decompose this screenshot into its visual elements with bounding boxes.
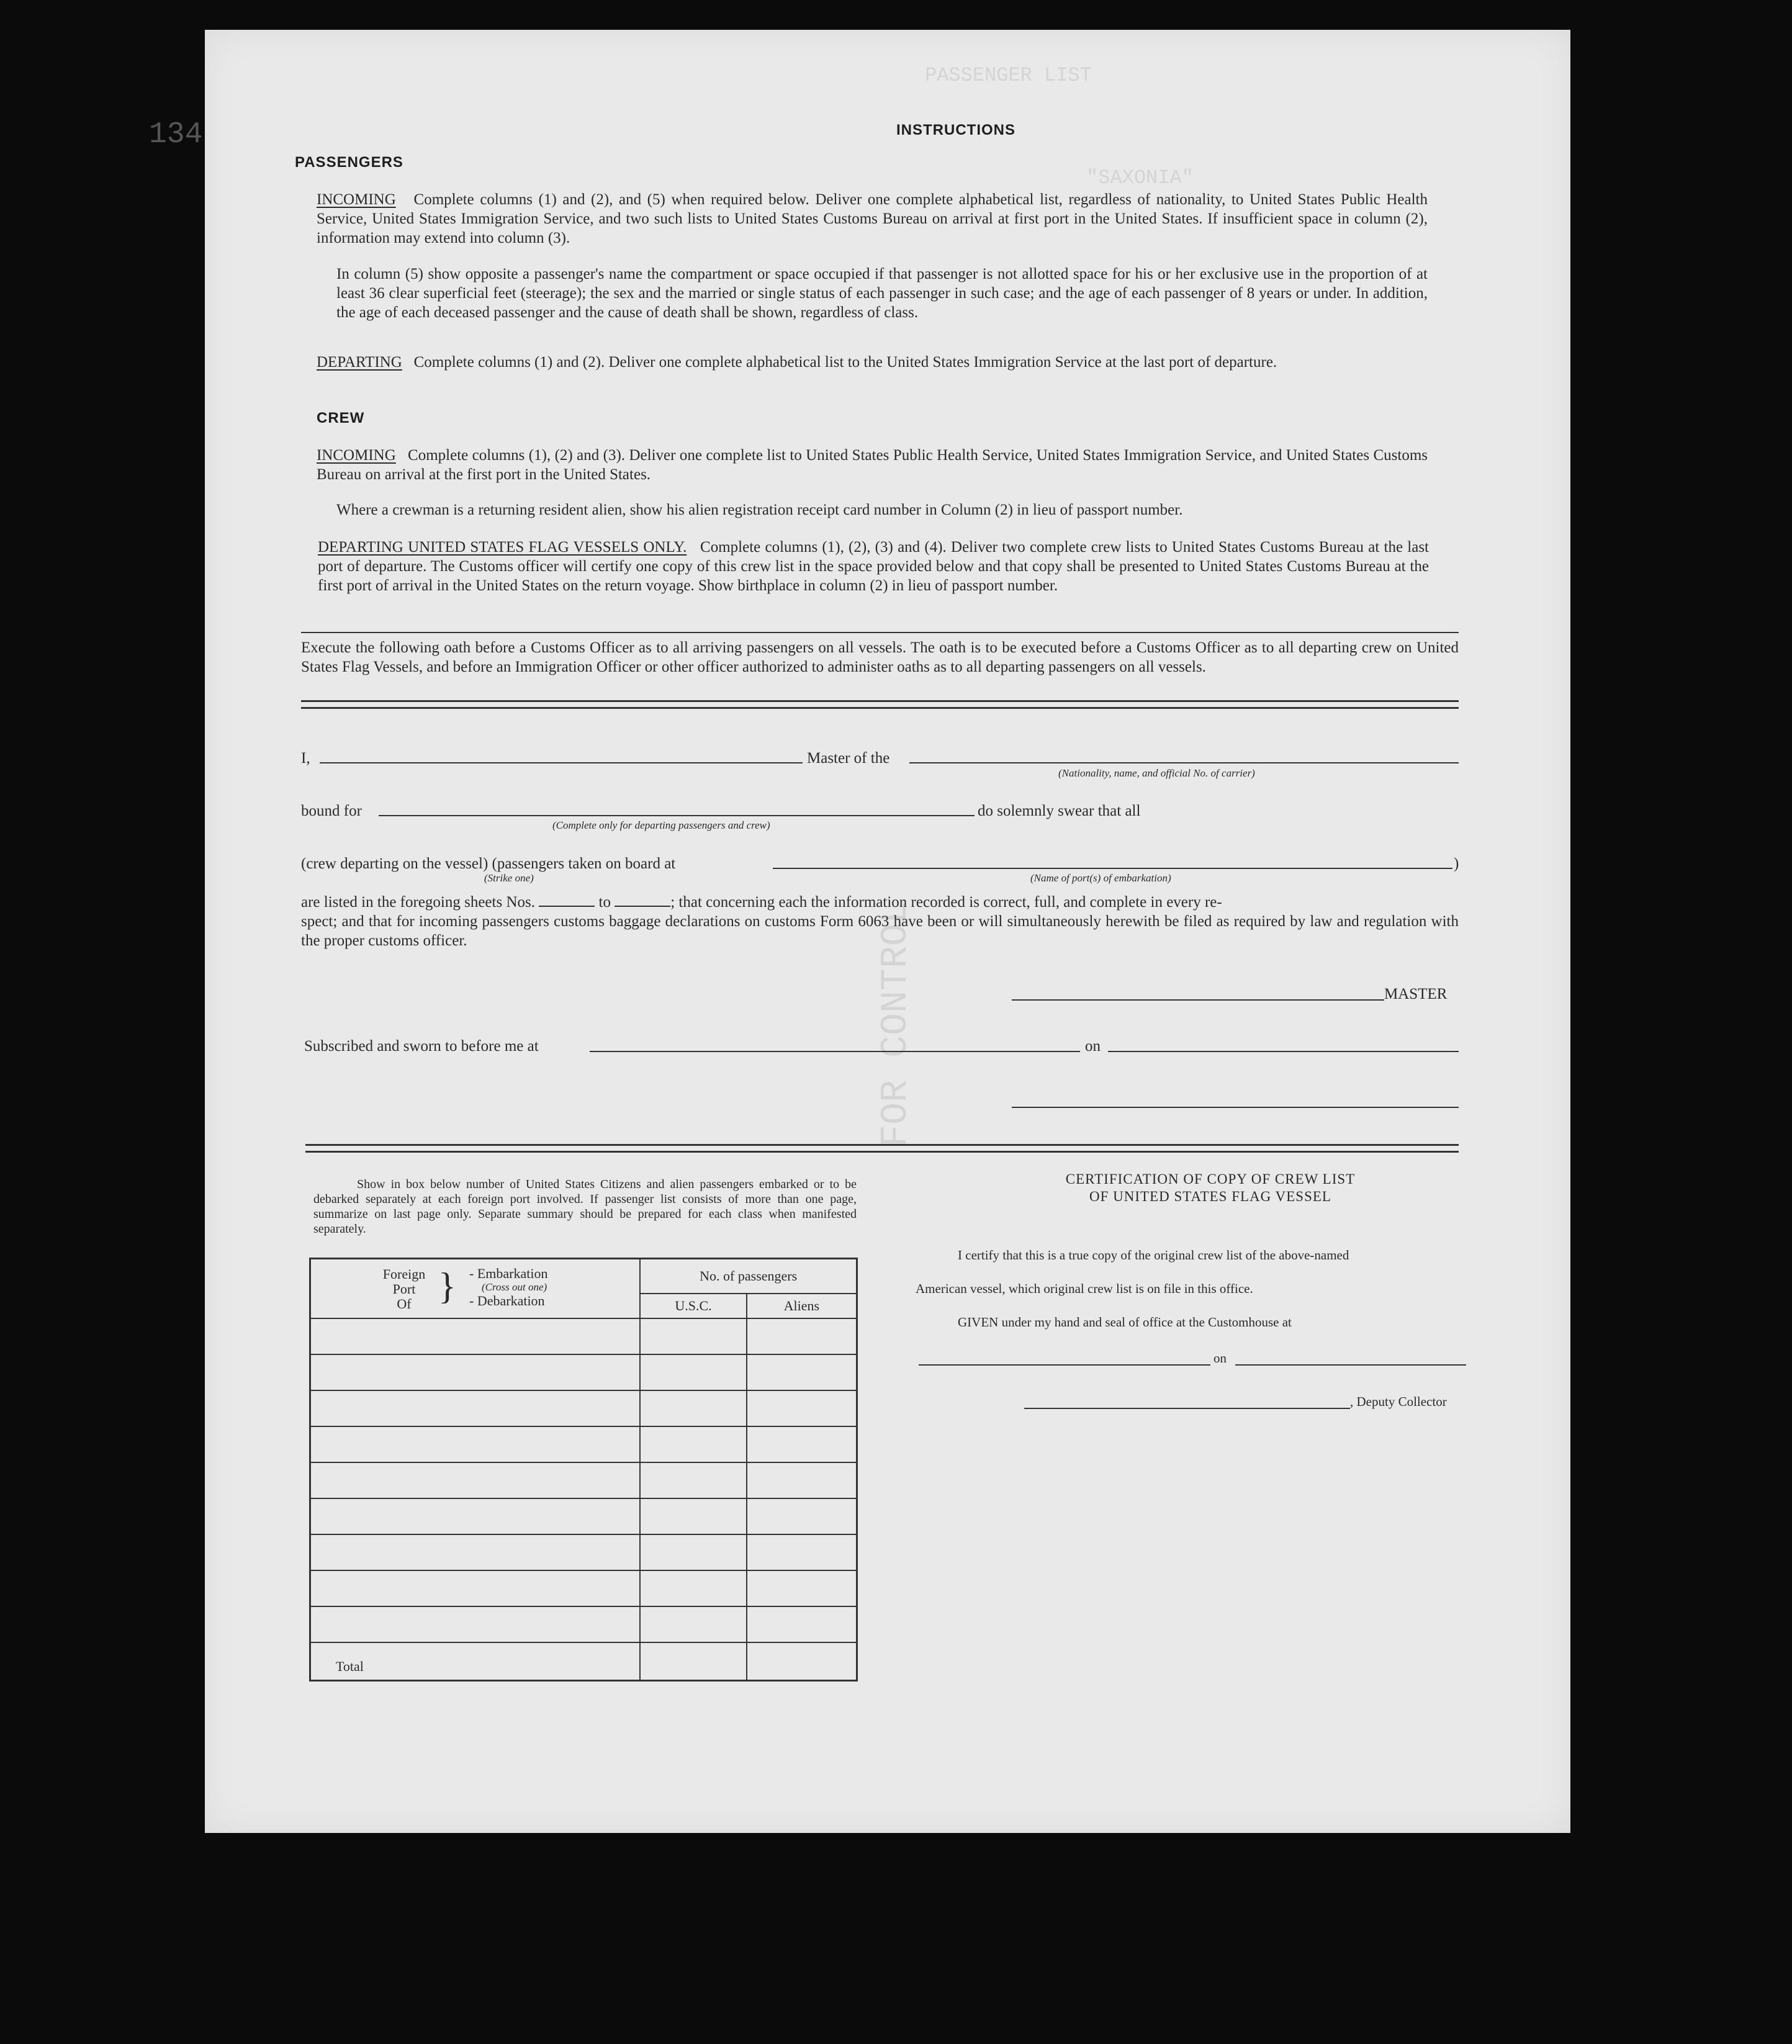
bound-for-label: bound for [301, 803, 362, 819]
sheets-rest: spect; and that for incoming passengers customs baggage declarations on customs Form 6063 have been or will simultaneously herewith be filed as required by law and regulation with the proper customs officer. [301, 913, 1459, 949]
sheets-line [301, 893, 1459, 912]
master-of-label: Master of the [807, 750, 890, 767]
table-row [310, 1606, 857, 1642]
port-cell[interactable] [310, 1606, 641, 1642]
bound-for-field[interactable] [379, 815, 975, 816]
passengers-incoming-paragraph [317, 190, 1428, 248]
table-row [310, 1534, 857, 1570]
usc-cell[interactable] [640, 1354, 746, 1390]
aliens-cell[interactable] [747, 1426, 857, 1462]
close-paren: ) [1454, 855, 1459, 872]
certification-title [931, 1171, 1490, 1205]
port-label [379, 1267, 429, 1312]
summary-double-rule [305, 1144, 1459, 1153]
aliens-cell[interactable] [747, 1390, 857, 1426]
crew-departing-paragraph [318, 538, 1429, 595]
passengers-departing-text: Complete columns (1) and (2). Deliver one complete alphabetical list to the United States Immigration Service at the last port of departure. [413, 354, 1277, 371]
embarkation-label: - Embarkation [469, 1266, 548, 1281]
usc-cell[interactable] [640, 1426, 746, 1462]
no-of-passengers-header: No. of passengers [640, 1259, 857, 1294]
bleed-through-header: PASSENGER LIST [925, 64, 1092, 87]
passengers-incoming-label: INCOMING [317, 191, 396, 208]
given-text: GIVEN under my hand and seal of office at the Customhouse at [958, 1315, 1292, 1330]
sheets-to-field[interactable] [615, 906, 670, 907]
certify-line2: American vessel, which original crew list is on file in this office. [916, 1281, 1253, 1296]
deputy-collector-label: , Deputy Collector [1350, 1394, 1447, 1409]
usc-cell[interactable] [640, 1498, 746, 1534]
crew-departing-label: DEPARTING UNITED STATES FLAG VESSELS ONLY. [318, 539, 687, 556]
master-signature-field[interactable] [1012, 999, 1384, 1001]
sheets-prefix: are listed in the foregoing sheets Nos. [301, 894, 535, 911]
port-cell[interactable] [310, 1390, 641, 1426]
master-label: MASTER [1384, 986, 1448, 1002]
aliens-cell[interactable] [747, 1462, 857, 1498]
table-row [310, 1354, 857, 1390]
section-divider [301, 632, 1459, 633]
oath-intro-paragraph: Execute the following oath before a Customs Officer as to all arriving passengers on all vessels. The oath is to be executed before a Customs Officer as to all departing crew on United States Flag Vessels, and before an Immigration Officer or other officer authorized to administer oaths as to all departing passengers on all vessels. [301, 639, 1459, 675]
table-row [310, 1390, 857, 1426]
brace-glyph: } [438, 1266, 456, 1307]
aliens-cell[interactable] [747, 1354, 857, 1390]
port-cell[interactable] [310, 1462, 641, 1498]
port-cell[interactable] [310, 1570, 641, 1606]
customhouse-field[interactable] [919, 1364, 1210, 1366]
usc-cell[interactable] [640, 1390, 746, 1426]
sheets-to-label: to [598, 894, 611, 911]
embarkation-ports-field[interactable] [773, 868, 1452, 869]
debarkation-label: - Debarkation [469, 1293, 545, 1308]
usc-cell[interactable] [640, 1462, 746, 1498]
master-name-field[interactable] [320, 762, 803, 763]
oath-i-label: I, [301, 750, 310, 767]
table-row [310, 1570, 857, 1606]
aliens-total-cell[interactable] [747, 1642, 857, 1681]
bleed-through-vessel: "SAXONIA" [1086, 166, 1194, 189]
passengers-column5-paragraph: In column (5) show opposite a passenger's name the compartment or space occupied if that passenger is not allotted space for his or her exclusive use in the proportion of at least 36 clear superficial feet (steerage); the sex and the married or single status of each passenger in such case; and the age of each passenger of 8 years or under. In addition, the age of each deceased passenger and the cause of death shall be shown, regardless of class. [336, 266, 1428, 321]
crew-departing-text: Complete columns (1), (2), (3) and (4). Deliver two complete crew lists to United States Customs Bureau at the last port of departure. The Customs officer will certify one copy of this crew list in the space provided below and that copy shall be presented to United States Customs Bureau at the first port of arrival in the United States on the return voyage. Show birthplace in column (2) in lieu of passport number. [318, 539, 1429, 594]
crew-heading: CREW [317, 410, 365, 426]
usc-cell[interactable] [640, 1570, 746, 1606]
aliens-cell[interactable] [747, 1606, 857, 1642]
subscribed-on-label: on [1085, 1038, 1101, 1055]
carrier-field[interactable] [909, 762, 1459, 763]
port-cell[interactable] [310, 1498, 641, 1534]
port-cell[interactable] [310, 1426, 641, 1462]
aliens-cell[interactable] [747, 1534, 857, 1570]
table-row [310, 1318, 857, 1354]
deputy-signature-field[interactable] [1024, 1408, 1350, 1409]
oath-double-rule [301, 700, 1459, 709]
passengers-incoming-text: Complete columns (1) and (2), and (5) when required below. Deliver one complete alphabetical list, regardless of nationality, to United States Public Health Service, United States Immigration Service, and two such lists to United States Customs Bureau on arrival at first port in the United States. If insufficient space in column (2), information may extend into column (3). [317, 191, 1428, 246]
strike-one-caption: (Strike one) [484, 872, 534, 884]
cross-out-label: (Cross out one) [482, 1281, 547, 1293]
aliens-cell[interactable] [747, 1498, 857, 1534]
port-summary-table [309, 1258, 858, 1682]
sheets-rest-line1: ; that concerning each the information recorded is correct, full, and complete in every re- [670, 894, 1222, 911]
port-label-line3: Of [397, 1296, 412, 1312]
certify-line1: I certify that this is a true copy of the original crew list of the above-named [958, 1248, 1349, 1263]
certification-title-line1: CERTIFICATION OF COPY OF CREW LIST [1065, 1171, 1356, 1187]
subscribed-place-field[interactable] [590, 1051, 1080, 1052]
crew-resident-paragraph: Where a crewman is a returning resident alien, show his alien registration receipt card number in Column (2) in lieu of passport number. [336, 502, 1183, 518]
bleed-through-stamp: FOR CONTROL [875, 901, 917, 1147]
swear-text: do solemnly swear that all [978, 803, 1141, 819]
usc-header: U.S.C. [640, 1294, 746, 1318]
certification-title-line2: OF UNITED STATES FLAG VESSEL [1089, 1189, 1331, 1204]
usc-total-cell[interactable] [640, 1642, 746, 1681]
form-page [149, 30, 1570, 1833]
aliens-cell[interactable] [747, 1318, 857, 1354]
officer-signature-field[interactable] [1012, 1107, 1459, 1108]
certification-on-label: on [1213, 1351, 1227, 1366]
port-label-line1: Foreign [382, 1266, 426, 1282]
port-cell[interactable] [310, 1318, 641, 1354]
subscribed-label: Subscribed and sworn to before me at [304, 1038, 539, 1055]
embark-debark-labels [469, 1267, 547, 1308]
port-cell[interactable] [310, 1534, 641, 1570]
passengers-heading: PASSENGERS [295, 154, 403, 171]
table-row [310, 1426, 857, 1462]
passengers-departing-label: DEPARTING [317, 354, 402, 371]
usc-cell[interactable] [640, 1606, 746, 1642]
page-title: INSTRUCTIONS [896, 122, 1015, 138]
total-label: Total [310, 1642, 641, 1681]
subscribed-date-field[interactable] [1108, 1051, 1459, 1052]
port-cell[interactable] [310, 1354, 641, 1390]
corner-page-number: 134 [149, 118, 203, 151]
table-row [310, 1498, 857, 1534]
sheets-from-field[interactable] [539, 906, 595, 907]
usc-cell[interactable] [640, 1318, 746, 1354]
summary-intro: Show in box below number of United States Citizens and alien passengers embarked or to be debarked separately at each foreign port involved. If passenger list consists of more than one page, summarize on last page only. Separate summary should be prepared for each class when manifested separately. [313, 1177, 857, 1236]
crew-incoming-paragraph [317, 446, 1428, 484]
ports-caption: (Name of port(s) of embarkation) [1030, 872, 1171, 884]
port-label-line2: Port [392, 1281, 416, 1297]
crew-incoming-text: Complete columns (1), (2) and (3). Deliver one complete list to United States Public Health Service, United States Immigration Service, and United States Customs Bureau on arrival at the first port in the United States. [317, 447, 1428, 483]
total-row [310, 1642, 857, 1681]
crew-departing-text: (crew departing on the vessel) (passengers taken on board at [301, 855, 676, 872]
carrier-caption: (Nationality, name, and official No. of carrier) [1058, 767, 1255, 779]
crew-incoming-label: INCOMING [317, 447, 396, 464]
aliens-header: Aliens [747, 1294, 857, 1318]
aliens-cell[interactable] [747, 1570, 857, 1606]
bound-for-caption: (Complete only for departing passengers and crew) [552, 819, 770, 831]
table-row [310, 1462, 857, 1498]
certification-date-field[interactable] [1235, 1364, 1466, 1366]
usc-cell[interactable] [640, 1534, 746, 1570]
passengers-departing-paragraph [317, 353, 1428, 372]
port-header-cell [310, 1259, 641, 1318]
